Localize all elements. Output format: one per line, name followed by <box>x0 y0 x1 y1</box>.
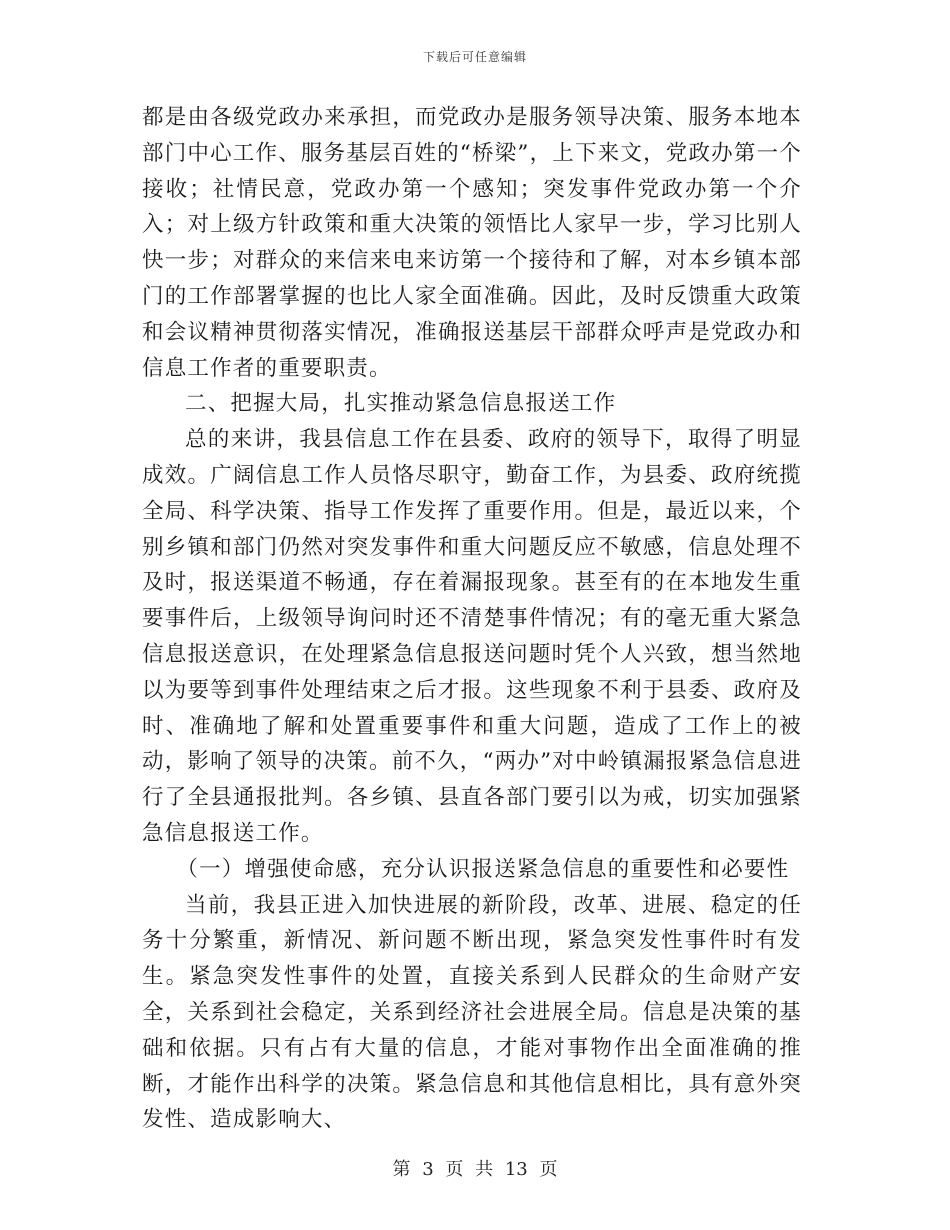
paragraph-overview: 总的来讲，我县信息工作在县委、政府的领导下，取得了明显成效。广阔信息工作人员恪尽职守，勤奋工作，为县委、政府统揽全局、科学决策、指导工作发挥了重要作用。但是，最近以来，个别乡镇和部门仍然对突发事件和重大问题反应不敏感，信息处理不及时，报送渠道不畅通，存在着漏报现象。甚至有的在本地发生重要事件后，上级领导询问时还不清楚事件情况；有的毫无重大紧急信息报送意识，在处理紧急信息报送问题时凭个人兴致，想当然地以为要等到事件处理结束之后才报。这些现象不利于县委、政府及时、准确地了解和处置重要事件和重大问题，造成了工作上的被动，影响了领导的决策。前不久，“两办”对中岭镇漏报紧急信息进行了全县通报批判。各乡镇、县直各部门要引以为戒，切实加强紧急信息报送工作。 <box>142 427 802 846</box>
section-heading-2: 二、把握大局，扎实推动紧急信息报送工作 <box>185 391 617 417</box>
page-header: 下载后可任意编辑 <box>422 50 527 64</box>
paragraph-current-situation: 当前，我县正进入加快进展的新阶段，改革、进展、稳定的任务十分繁重，新情况、新问题不断出现，紧急突发性事件时有发生。紧急突发性事件的处置，直接关系到人民群众的生命财产安全，关系到社会稳定，关系到经济社会进展全局。信息是决策的基础和依据。只有占有大量的信息，才能对事物作出全面准确的推断，才能作出科学的决策。紧急信息和其他信息相比，具有意外突发性、造成影响大、 <box>142 892 802 1133</box>
page-number: 第 3 页 共 13 页 <box>392 1159 558 1180</box>
subsection-heading-1: （一）增强使命感，充分认识报送紧急信息的重要性和必要性 <box>176 856 790 882</box>
paragraph-continuation: 都是由各级党政办来承担，而党政办是服务领导决策、服务本地本部门中心工作、服务基层百姓的“桥梁”，上下来文，党政办第一个接收；社情民意，党政办第一个感知；突发事件党政办第一个介入；对上级方针政策和重大决策的领悟比人家早一步，学习比别人快一步；对群众的来信来电来访第一个接待和了解，对本乡镇本部门的工作部署掌握的也比人家全面准确。因此，及时反馈重大政策和会议精神贯彻落实情况，准确报送基层干部群众呼声是党政办和信息工作者的重要职责。 <box>142 105 802 381</box>
document-body <box>142 100 802 1138</box>
